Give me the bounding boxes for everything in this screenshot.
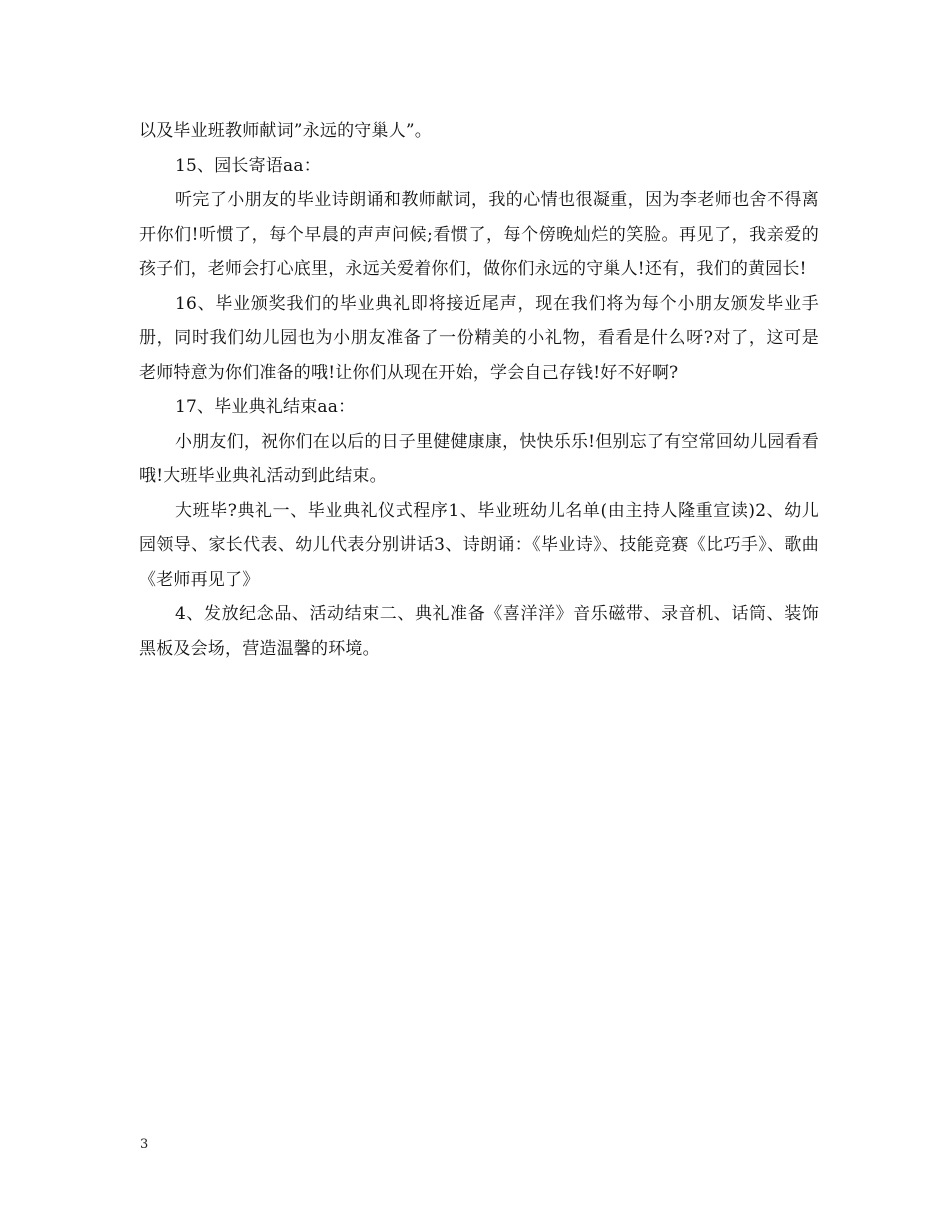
paragraph-6: 小朋友们，祝你们在以后的日子里健健康康，快快乐乐!但别忘了有空常回幼儿园看看哦!大班毕业典礼活动到此结束。	[139, 431, 819, 486]
paragraph-8: 4、发放纪念品、活动结束二、典礼准备《喜洋洋》音乐磁带、录音机、话筒、装饰黑板及会场，营造温馨的环境。	[139, 604, 819, 659]
paragraph-5: 17、毕业典礼结束aa：	[175, 397, 356, 417]
page-number: 3	[140, 1137, 149, 1152]
paragraph-4: 16、毕业颁奖我们的毕业典礼即将接近尾声，现在我们将为每个小朋友颁发毕业手册，同时我们幼儿园也为小朋友准备了一份精美的小礼物，看看是什么呀?对了，这可是老师特意为你们准备的哦!让你们从现在开始，学会自己存钱!好不好啊?	[139, 293, 819, 383]
paragraph-7: 大班毕?典礼一、毕业典礼仪式程序1、毕业班幼儿名单(由主持人隆重宣读)2、幼儿园领导、家长代表、幼儿代表分别讲话3、诗朗诵：《毕业诗》、技能竞赛《比巧手》、歌曲《老师再见了》	[139, 500, 819, 590]
document-body	[139, 114, 819, 666]
paragraph-2: 15、园长寄语aa：	[175, 155, 321, 176]
paragraph-1: 以及毕业班教师献词”永远的守巢人”。	[139, 121, 432, 141]
paragraph-3: 听完了小朋友的毕业诗朗诵和教师献词，我的心情也很凝重，因为李老师也舍不得离开你们!听惯了，每个早晨的声声问候;看惯了，每个傍晚灿烂的笑脸。再见了，我亲爱的孩子们，老师会打心底里，永远关爱着你们，做你们永远的守巢人!还有，我们的黄园长!	[139, 190, 819, 279]
